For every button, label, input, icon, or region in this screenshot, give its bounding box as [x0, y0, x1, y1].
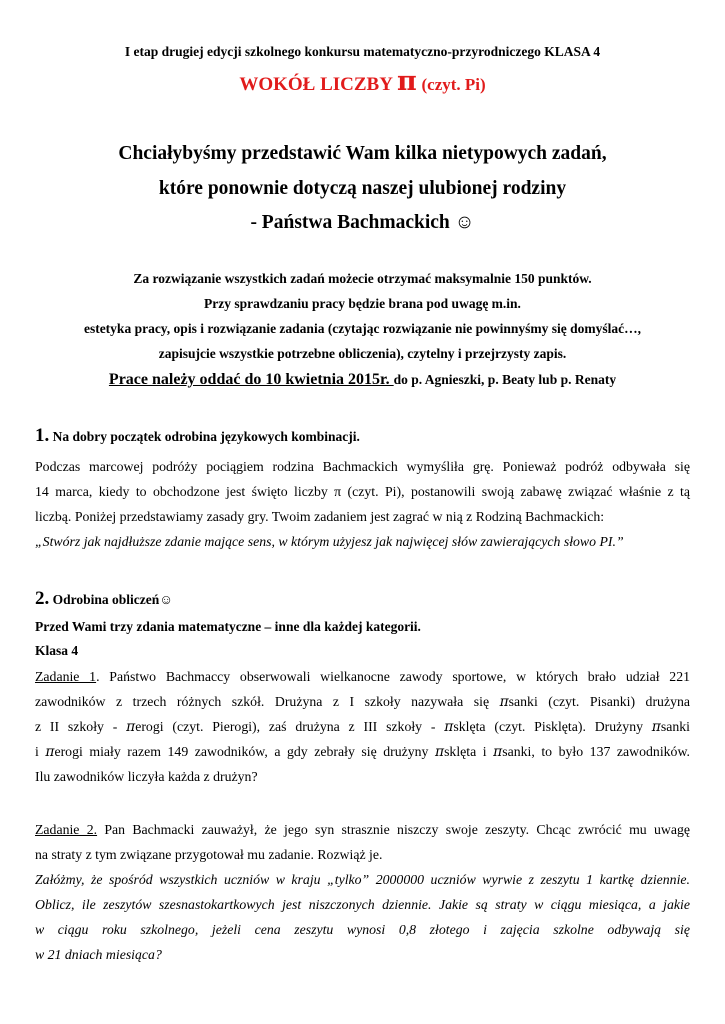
section-1-line: 14 marca, kiedy to obchodzone jest święto liczby π (czyt. Pi), postanowili swoją zabawę związać właśnie z tą — [35, 484, 690, 499]
rules-line-3: estetyka pracy, opis i rozwiązanie zadania (czytając rozwiązanie nie powinnyśmy się domyślać…, — [83, 321, 642, 336]
section-1-number: 1. — [35, 425, 50, 446]
intro-line-2: które ponownie dotyczą naszej ulubionej rodziny — [158, 178, 567, 199]
section-2-heading — [35, 588, 173, 610]
task-2-line-1 — [35, 817, 690, 842]
task-2-text: Pan Bachmacki zauważył, że jego syn strasznie niszczy swoje zeszyty. Chcąc zwrócić mu uwagę — [97, 822, 690, 837]
pi-symbol: π — [499, 694, 509, 710]
task-1-text: i — [35, 744, 46, 759]
deadline-rest: do p. Agnieszki, p. Beaty lub p. Renaty — [393, 372, 617, 387]
rules-line-1: Za rozwiązanie wszystkich zadań możecie otrzymać maksymalnie 150 punktów. — [133, 271, 592, 286]
task-1-label: Zadanie 1 — [35, 669, 97, 684]
task-1-text: . Państwo Bachmaccy obserwowali wielkanocne zawody sportowe, w których brało udział 221 — [96, 669, 690, 684]
task-1-text: sanki — [660, 719, 690, 734]
task-1-line-4 — [35, 739, 690, 764]
task-1-text: sklęta (czyt. Pisklęta). Drużyny — [453, 719, 652, 734]
section-1-body — [35, 454, 690, 554]
pi-symbol: π — [493, 744, 503, 760]
section-1-line: Podczas marcowej podróży pociągiem rodzina Bachmackich wymyśliła grę. Ponieważ podróż odbywała się — [35, 459, 690, 474]
intro-line-1: Chciałybyśmy przedstawić Wam kilka nietypowych zadań, — [118, 143, 607, 164]
deadline — [0, 371, 725, 389]
task-2 — [35, 817, 690, 967]
contest-title — [0, 66, 725, 97]
task-1-text: sanki (czyt. Pisanki) drużyna — [508, 694, 690, 709]
section-1-heading — [35, 425, 360, 447]
pi-symbol: π — [396, 66, 417, 97]
task-1-text: zawodników z trzech różnych szkół. Drużyna z I szkoły nazywała się — [35, 694, 500, 709]
task-1-line-3 — [35, 714, 690, 739]
task-2-italic-line: w ciągu roku szkolnego, jeżeli cena zeszytu wynosi 0,8 złotego i zajęcia szkolne odbywają się — [35, 922, 690, 937]
contest-header: I etap drugiej edycji szkolnego konkursu matematyczno-przyrodniczego KLASA 4 — [124, 44, 601, 59]
intro-line-3: - Państwa Bachmackich ☺ — [250, 212, 475, 233]
pi-symbol: π — [434, 744, 445, 760]
task-1-line-1 — [35, 664, 690, 689]
task-1-text: erogi (czyt. Pierogi), zaś drużyna z III szkoły - — [135, 719, 445, 734]
task-2-italic-line: Oblicz, ile zeszytów szesnastokartkowych jest niszczonych dziennie. Jakie są straty w ciągu miesiąca, a jakie — [35, 897, 690, 912]
pi-symbol: π — [45, 744, 55, 760]
task-2-italic-line: w 21 dniach miesiąca? — [35, 947, 162, 962]
task-2-italic-line: Załóżmy, że spośród wszystkich uczniów w kraju „tylko” 2000000 uczniów wyrwie z zeszytu 1 kartkę dziennie. — [35, 872, 690, 887]
pi-symbol: π — [126, 719, 136, 735]
deadline-main: Prace należy oddać do 10 kwietnia 2015r. — [108, 371, 394, 388]
section-2-number: 2. — [35, 588, 50, 609]
section-1-title: Na dobry początek odrobina językowych kombinacji. — [52, 429, 360, 444]
section-2-title: Odrobina obliczeń☺ — [52, 592, 174, 607]
task-2-label: Zadanie 2. — [35, 822, 98, 837]
rules-line-2: Przy sprawdzaniu pracy będzie brana pod uwagę m.in. — [204, 296, 521, 311]
task-1-text: z II szkoły - — [35, 719, 127, 734]
section-2-intro: Przed Wami trzy zdania matematyczne – inne dla każdej kategorii. — [35, 619, 421, 634]
task-2-line-2: na straty z tym związane przygotował mu zadanie. Rozwiąż je. — [35, 847, 383, 862]
title-note: (czyt. Pi) — [421, 75, 486, 94]
task-1-line-5: Ilu zawodników liczyła każda z drużyn? — [35, 769, 258, 784]
task-1-text: sklęta i — [444, 744, 494, 759]
section-1-line: liczbą. Poniżej przedstawiamy zasady gry. Twoim zadaniem jest zagrać w nią z Rodziną Bachmackich: — [35, 509, 605, 524]
rules-line-4: zapisujcie wszystkie potrzebne obliczenia), czytelny i przejrzysty zapis. — [158, 346, 567, 361]
task-1-line-2 — [35, 689, 690, 714]
section-1-quote: „Stwórz jak najdłuższe zdanie mające sens, w którym użyjesz jak najwięcej słów zawierających słowo PI.” — [35, 534, 624, 549]
class-label: Klasa 4 — [35, 643, 79, 658]
title-main: WOKÓŁ LICZBY — [239, 74, 393, 95]
task-1 — [35, 664, 690, 789]
pi-symbol: π — [444, 719, 454, 735]
task-1-text: sanki, to było 137 zawodników. — [502, 744, 690, 759]
pi-symbol: π — [651, 719, 661, 735]
task-1-text: erogi miały razem 149 zawodników, a gdy zebrały się drużyny — [54, 744, 435, 759]
